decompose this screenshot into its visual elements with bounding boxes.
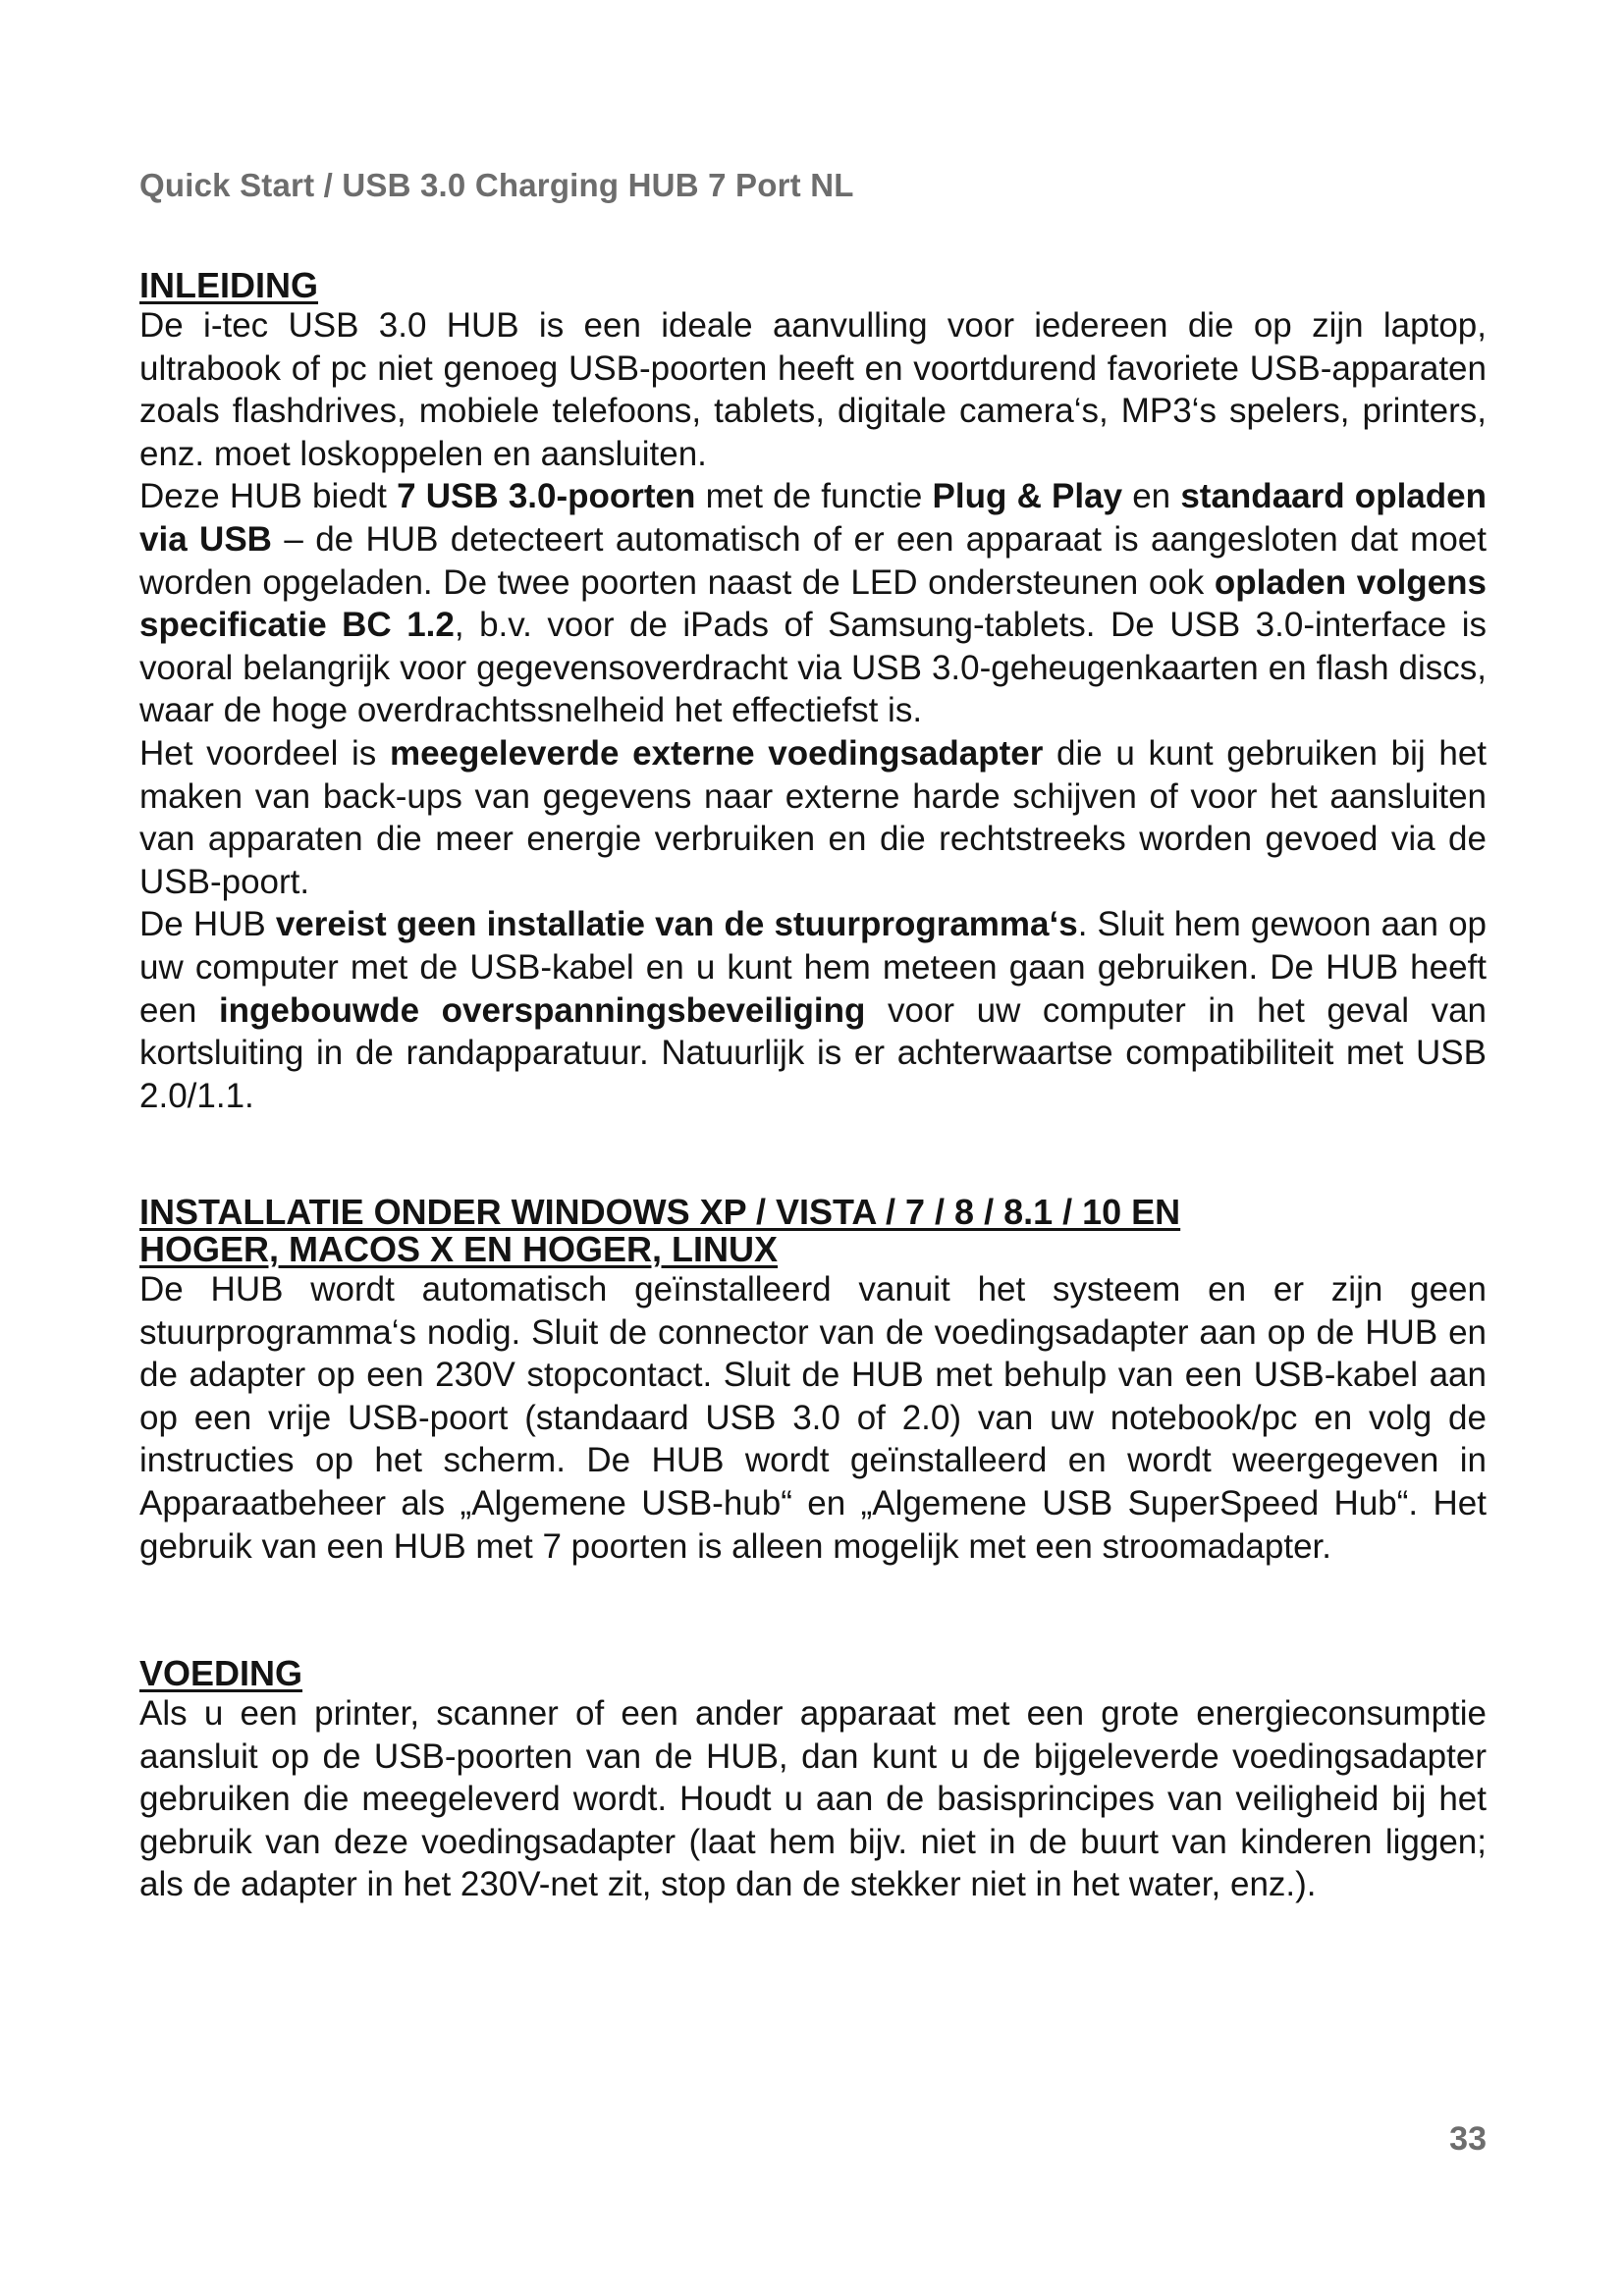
bold-text: opladen volgens specificatie BC 1.2: [139, 562, 1487, 645]
section-heading: INLEIDING: [139, 265, 319, 305]
bold-text: meegeleverde externe voedingsadapter: [389, 733, 1044, 773]
section-installatie: [139, 1194, 1487, 1568]
section-heading-line: HOGER, MACOS X EN HOGER, LINUX: [139, 1229, 779, 1269]
section-heading-line: INSTALLATIE ONDER WINDOWS XP / VISTA / 7 / 8 / 8.1 / 10 EN: [139, 1192, 1181, 1232]
section-voeding: [139, 1655, 1487, 1906]
bold-text: standaard opladen via USB: [139, 477, 1487, 559]
section-heading: VOEDING: [139, 1653, 303, 1693]
section-body: [139, 1268, 1487, 1568]
bold-text: 7 USB 3.0-poorten: [397, 477, 696, 516]
section-body: [139, 1692, 1487, 1906]
section-inleiding: [139, 267, 1487, 1117]
paragraph: Deze HUB biedt 7 USB 3.0-poorten met de functie Plug & Play en standaard opladen via USB – de HUB detecteert automatisch of er een apparaat is aangesloten dat moet worden opgeladen. De twee poorten naast de LED ondersteunen ook opladen volgens specificatie BC 1.2, b.v. voor de iPads of Samsung-tablets. De USB 3.0-interface is vooral belangrijk voor gegevensoverdracht via USB 3.0-geheugenkaarten en flash discs, waar de hoge overdrachtssnelheid het effectiefst is.: [139, 477, 1488, 730]
paragraph: Als u een printer, scanner of een ander apparaat met een grote energieconsumptie aansluit op de USB-poorten van de HUB, dan kunt u de bijgeleverde voedingsadapter gebruiken die meegeleverd wordt. Houdt u aan de basisprincipes van veiligheid bij het gebruik van deze voedingsadapter (laat hem bijv. niet in de buurt van kinderen liggen; als de adapter in het 230V-net zit, stop dan de stekker niet in het water, enz.).: [139, 1694, 1487, 1904]
bold-text: ingebouwde overspanningsbeveiliging: [218, 990, 866, 1030]
manual-page: [139, 0, 1487, 2296]
paragraph: De HUB wordt automatisch geïnstalleerd vanuit het systeem en er zijn geen stuurprogramma‘s nodig. Sluit de connector van de voedingsadapter aan op de HUB en de adapter op een 230V stopcontact. Sluit de HUB met behulp van een USB-kabel aan op een vrije USB-poort (standaard USB 3.0 of 2.0) van uw notebook/pc en volg de instructies op het scherm. De HUB wordt geïnstalleerd en wordt weergegeven in Apparaatbeheer als „Algemene USB-hub“ en „Algemene USB SuperSpeed Hub“. Het gebruik van een HUB met 7 poorten is alleen mogelijk met een stroomadapter.: [139, 1270, 1487, 1566]
paragraph: Het voordeel is meegeleverde externe voedingsadapter die u kunt gebruiken bij het maken van back-ups van gegevens naar externe harde schijven of voor het aansluiten van apparaten die meer energie verbruiken en die rechtstreeks worden gevoed via de USB-poort.: [139, 733, 1488, 901]
page-number: 33: [1449, 2120, 1487, 2158]
bold-text: Plug & Play: [932, 477, 1123, 516]
section-heading: [139, 1194, 1487, 1268]
paragraph: De HUB vereist geen installatie van de stuurprogramma‘s. Sluit hem gewoon aan op uw computer met de USB-kabel en u kunt hem meteen gaan gebruiken. De HUB heeft een ingebouwde overspanningsbeveiliging voor uw computer in het geval van kortsluiting in de randapparatuur. Natuurlijk is er achterwaartse compatibiliteit met USB 2.0/1.1.: [139, 905, 1487, 1115]
section-body: [139, 304, 1487, 1117]
running-header: Quick Start / USB 3.0 Charging HUB 7 Port NL: [139, 167, 854, 203]
bold-text: vereist geen installatie van de stuurprogramma‘s: [275, 905, 1078, 944]
paragraph: De i-tec USB 3.0 HUB is een ideale aanvulling voor iedereen die op zijn laptop, ultrabook of pc niet genoeg USB-poorten heeft en voortdurend favoriete USB-apparaten zoals flashdrives, mobiele telefoons, tablets, digitale camera‘s, MP3‘s spelers, printers, enz. moet loskoppelen en aansluiten.: [139, 306, 1487, 473]
